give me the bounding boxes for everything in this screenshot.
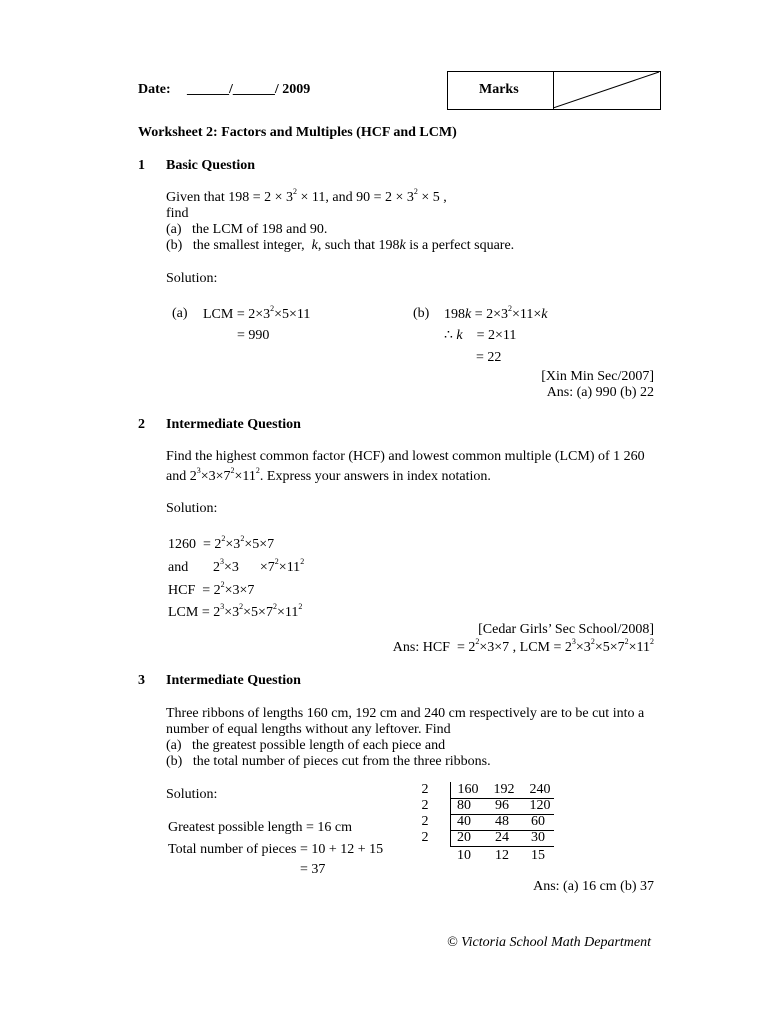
q3-part-b: (b) the total number of pieces cut from the three ribbons. xyxy=(166,754,491,769)
q1-sol-b-line2: ∴ k = 2×11 xyxy=(444,328,517,343)
ladder-cell: 48 xyxy=(495,814,509,829)
ladder-cell: 24 xyxy=(495,830,509,845)
q2-line4: LCM = $2^3\times 3^2\times 5\times 7^2\times 11^2$ xyxy=(168,602,303,620)
ladder-cell: 10 xyxy=(457,848,471,863)
date-blank: ______/______/ 2009 xyxy=(187,82,311,97)
q1-sol-a-line1: LCM = $2\times 3^2\times 5\times 11$ xyxy=(203,304,311,322)
q1-number: 1 xyxy=(138,158,145,173)
ladder-cell: 240 xyxy=(529,782,551,797)
q2-text-line2: and $2^3\times 3\times 7^2\times 11^2$. Express your answers in index notation. xyxy=(166,466,491,484)
divisor: 2 xyxy=(421,798,429,813)
q1-sol-b-line1: $198k = 2\times 3^2\times 11\times k$ xyxy=(444,304,548,322)
q3-sol-line1: Greatest possible length = 16 cm xyxy=(168,820,353,835)
q2-heading: Intermediate Question xyxy=(166,417,301,432)
q1-sol-b-label: (b) xyxy=(413,306,430,321)
q3-number: 3 xyxy=(138,673,145,688)
q1-sol-a-line2: = 990 xyxy=(237,328,270,343)
q1-source: [Xin Min Sec/2007] xyxy=(541,369,654,384)
q3-sol-line3: = 37 xyxy=(300,862,326,877)
q3-text-line1: Three ribbons of lengths 160 cm, 192 cm and 240 cm respectively are to be cut into a xyxy=(166,706,645,721)
q1-solution-label: Solution: xyxy=(166,271,218,286)
ladder-cell: 192 xyxy=(493,782,515,797)
marks-diagonal xyxy=(553,71,660,109)
ladder-cell: 160 xyxy=(457,782,479,797)
divisor: 2 xyxy=(421,782,429,797)
q1-find: find xyxy=(166,206,189,221)
divisor: 2 xyxy=(421,814,429,829)
q1-given: Given that $198 = 2 \times 3^2 \times 11$, and $90 = 2 \times 3^2 \times 5$ , xyxy=(166,187,447,205)
q1-sol-a-label: (a) xyxy=(172,306,188,321)
q2-answer: Ans: HCF = $2^2\times 3\times 7$ , LCM = $2^3\times 3^2\times 5\times 7^2\times 11^2$ xyxy=(392,637,654,655)
q3-part-a: (a) the greatest possible length of each piece and xyxy=(166,738,446,753)
q2-line2-expr: $2^3\times 3$ $\times 7^2\times 11^2$ xyxy=(213,557,305,575)
q3-sol-line2: Total number of pieces = 10 + 12 + 15 xyxy=(168,842,384,857)
q2-line2: and xyxy=(168,560,189,575)
divisor: 2 xyxy=(421,830,429,845)
q3-solution-label: Solution: xyxy=(166,787,218,802)
footer-credit: © Victoria School Math Department xyxy=(446,935,651,950)
q2-source: [Cedar Girls’ Sec School/2008] xyxy=(478,622,654,637)
ladder-cell: 15 xyxy=(531,848,545,863)
ladder-cell: 12 xyxy=(495,848,509,863)
q2-line3: HCF = $2^2\times 3\times 7$ xyxy=(168,580,255,598)
ladder-cell: 80 xyxy=(457,798,471,813)
q1-part-a: (a) the LCM of 198 and 90. xyxy=(166,222,328,237)
q2-number: 2 xyxy=(138,417,145,432)
ladder-cell: 60 xyxy=(531,814,545,829)
ladder-cell: 120 xyxy=(529,798,551,813)
ladder-cell: 30 xyxy=(531,830,545,845)
worksheet-title: Worksheet 2: Factors and Multiples (HCF and LCM) xyxy=(138,125,457,140)
ladder-cell: 40 xyxy=(457,814,471,829)
marks-label: Marks xyxy=(479,82,519,97)
q3-heading: Intermediate Question xyxy=(166,673,301,688)
division-ladder xyxy=(420,780,560,870)
ladder-cell: 20 xyxy=(457,830,471,845)
q2-line1: $1260 = 2^2\times 3^2\times 5\times 7$ xyxy=(168,534,275,552)
q1-answer: Ans: (a) 990 (b) 22 xyxy=(546,385,654,400)
ladder-rule xyxy=(450,846,554,847)
ladder-cell: 96 xyxy=(495,798,509,813)
q2-solution-label: Solution: xyxy=(166,501,218,516)
q1-heading: Basic Question xyxy=(166,158,256,173)
q3-text-line2: number of equal lengths without any leftover. Find xyxy=(166,722,451,737)
date-label: Date: xyxy=(138,82,171,97)
q3-answer: Ans: (a) 16 cm (b) 37 xyxy=(533,879,654,894)
q1-sol-b-line3: = 22 xyxy=(476,350,502,365)
q2-text-line1: Find the highest common factor (HCF) and lowest common multiple (LCM) of 1 260 xyxy=(166,449,645,464)
q1-part-b: (b) the smallest integer, k, such that 198k is a perfect square. xyxy=(166,238,515,253)
